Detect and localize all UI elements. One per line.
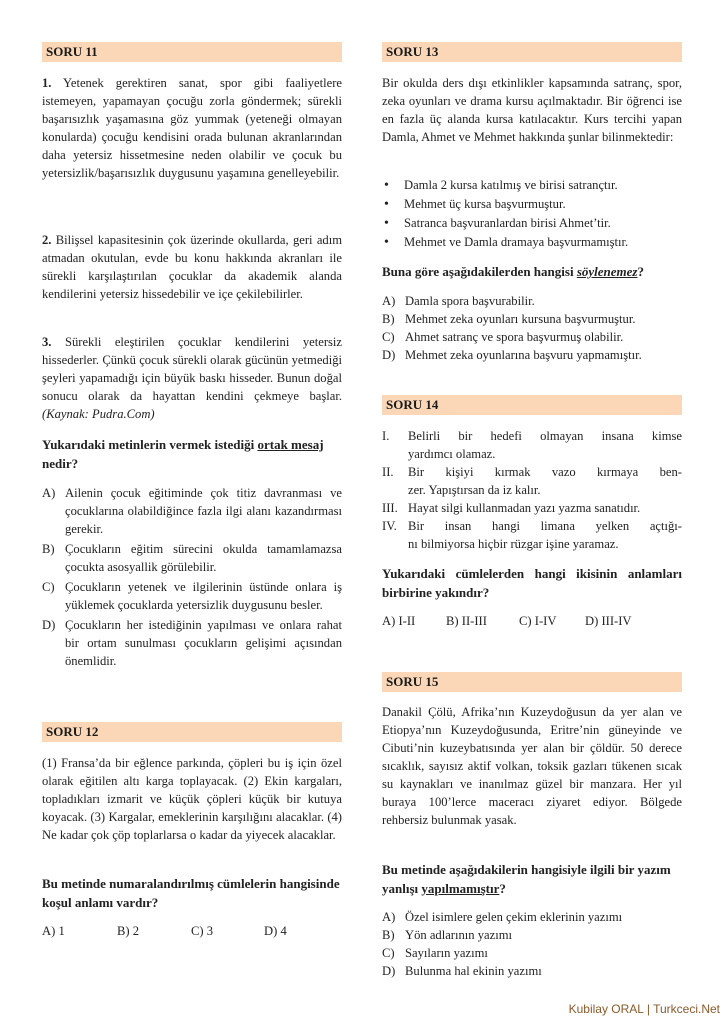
option-d-text: Mehmet zeka oyunlarına başvuru yapmamıştır. bbox=[405, 348, 642, 362]
option-c-text: Ahmet satranç ve spora başvurmuş olabilir. bbox=[405, 330, 624, 344]
statement-ii-line-1: Bir kişiyi kırmak vazo kırmaya ben- bbox=[408, 465, 682, 479]
question-15-header-label: SORU 15 bbox=[386, 674, 439, 689]
question-11-prompt-underlined: ortak mesaj bbox=[257, 437, 324, 452]
option-c-letter: C) bbox=[191, 924, 204, 938]
option-c[interactable] bbox=[42, 578, 342, 614]
question-11-paragraph-2 bbox=[42, 231, 342, 303]
question-11-header bbox=[42, 42, 342, 62]
question-13-prompt-start: Buna göre aşağıdakilerden hangisi bbox=[382, 264, 577, 279]
option-d-letter: D) bbox=[382, 964, 396, 978]
question-14-header-label: SORU 14 bbox=[386, 397, 439, 412]
question-11-prompt-end: nedir? bbox=[42, 456, 79, 471]
option-a[interactable] bbox=[382, 908, 682, 926]
option-d[interactable] bbox=[42, 616, 342, 670]
bullet-item-3: • Satranca başvuranlardan birisi Ahmet’tir. bbox=[382, 214, 682, 233]
option-b-letter: B) bbox=[117, 924, 130, 938]
question-13-options bbox=[382, 292, 682, 364]
question-14-header bbox=[382, 395, 682, 415]
option-a-letter: A) bbox=[382, 294, 396, 308]
paragraph-3-source: (Kaynak: Pudra.Com) bbox=[42, 407, 155, 421]
option-a-text: Damla spora başvurabilir. bbox=[405, 294, 535, 308]
option-c-letter: C) bbox=[382, 330, 395, 344]
statement-iii bbox=[382, 499, 682, 517]
option-a-letter: A) bbox=[42, 924, 56, 938]
question-11-options bbox=[42, 484, 342, 670]
option-c[interactable] bbox=[382, 328, 682, 346]
bullet-item-1: • Damla 2 kursa katılmış ve birisi satrançtır. bbox=[382, 176, 682, 195]
question-14-statements bbox=[382, 427, 682, 553]
statement-ii-line-2: zer. Yapıştırsan da iz kalır. bbox=[408, 483, 541, 497]
option-c-text: Sayıların yazımı bbox=[405, 946, 488, 960]
question-13-header bbox=[382, 42, 682, 62]
option-a-letter: A) bbox=[382, 910, 396, 924]
option-c-letter: C) bbox=[382, 946, 395, 960]
option-d-text: III-IV bbox=[601, 614, 632, 628]
paragraph-3-text: Sürekli eleştirilen çocuklar kendilerini yetersiz hissederler. Çünkü çocuk sürekli olarak gücünün yetmediği şeyleri yapamadığı için büyük baskı hisseder. Bunun doğal sonucu olarak da hayattan kendini çekmeye başlar. bbox=[42, 335, 342, 403]
paragraph-1-text: Yetenek gerektiren sanat, spor gibi faaliyetlere istemeyen, yapamayan çocuğu zorla göndermek; sürekli başarısızlık yaşamasına göz yummak (yeteneği olmayan konularda) çocuğu kendisini orada bulunan akranlarından daha yetersiz hissetmesine neden olabilir ve çocuk bu yetersizlik/başarısızlık duygusunu yaşamına genelleyebilir. bbox=[42, 76, 342, 180]
paragraph-2-text: Bilişsel kapasitesinin çok üzerinde okullarda, geri adım atmadan okutulan, evde bu konu hakkında akranları ile sürekli karşılaştırılan çocuklar da akademik alanda kendilerini yetersiz hissedebilir ve içe çekilebilirler. bbox=[42, 233, 343, 301]
statement-i-number: I. bbox=[382, 429, 390, 443]
option-c-text: I-IV bbox=[534, 614, 557, 628]
question-15-options bbox=[382, 908, 682, 980]
option-a-text: I-II bbox=[398, 614, 416, 628]
footer-credit: Kubilay ORAL | Turkceci.Net bbox=[568, 1002, 720, 1016]
option-b-text: Mehmet zeka oyunları kursuna başvurmuştur. bbox=[405, 312, 636, 326]
paragraph-2-number: 2. bbox=[42, 233, 52, 247]
question-15-prompt-end: ? bbox=[499, 881, 506, 896]
option-c-letter: C) bbox=[42, 580, 55, 594]
option-a[interactable] bbox=[382, 292, 682, 310]
question-11-prompt-start: Yukarıdaki metinlerin vermek istediği bbox=[42, 437, 258, 452]
option-a[interactable] bbox=[382, 612, 415, 630]
option-c-text: Çocukların yetenek ve ilgilerinin üstünde onlara iş yüklemek çocuklarda yetersizlik duygusunu besler. bbox=[65, 580, 342, 612]
question-12-text: (1) Fransa’da bir eğlence parkında, çöpleri bu iş için özel olarak eğitilen altı karga toplayacak. (2) Ekin kargaları, topladıkları izmarit ve küçük çöpleri küçük bir kutuya koyacak. (3) Kargalar, emeklerinin karşılığını alacaklar. (4) Ne kadar çok çöp toplarlarsa o kadar da yiyecek alacaklar. bbox=[42, 756, 342, 842]
option-c[interactable] bbox=[382, 944, 682, 962]
option-a-letter: A) bbox=[42, 486, 56, 500]
option-c[interactable] bbox=[191, 922, 213, 940]
option-b-letter: B) bbox=[382, 312, 395, 326]
option-d-text: Çocukların her istediğinin yapılması ve onlara rahat bir ortam sunulması çocukların gelişimi açısından önemlidir. bbox=[65, 618, 342, 668]
statement-i-line-1: Belirli bir hedefi olmayan insana kimse bbox=[408, 429, 682, 443]
option-b-letter: B) bbox=[42, 542, 55, 556]
question-15-header bbox=[382, 672, 682, 692]
statement-ii-number: II. bbox=[382, 465, 394, 479]
option-b[interactable] bbox=[446, 612, 487, 630]
statement-ii bbox=[382, 463, 682, 499]
option-b-text: Yön adlarının yazımı bbox=[405, 928, 513, 942]
question-11-paragraph-1 bbox=[42, 74, 342, 182]
statement-iii-line-1: Hayat silgi kullanmadan yazı yazma sanatıdır. bbox=[408, 501, 641, 515]
question-11-header-label: SORU 11 bbox=[46, 44, 98, 59]
bullet-item-2: • Mehmet üç kursa başvurmuştur. bbox=[382, 195, 682, 214]
question-15-prompt bbox=[382, 860, 682, 898]
option-b-letter: B) bbox=[382, 928, 395, 942]
statement-i bbox=[382, 427, 682, 463]
option-a[interactable] bbox=[42, 484, 342, 538]
option-a-text: 1 bbox=[58, 924, 65, 938]
question-15-text: Danakil Çölü, Afrika’nın Kuzeydoğusun da yer alan ve Etiopya’nın Kuzeydoğusunda, Eritre’nin güneyinde ve Cibuti’nin kuzeybatısında yer alan bir çöldür. 50 derece sıcaklık, sayısız aktif volkan, toksik gazları tükenen sıcak su kaynakları ve inanılmaz güzel bir manzara. Her yıl buraya 100’lerce maceracı ziyaret ediyor. Bölgede rehbersiz bulunmak yasak. bbox=[382, 705, 682, 827]
question-12-header-label: SORU 12 bbox=[46, 724, 99, 739]
question-15-prompt-underlined: yapılmamıştır bbox=[421, 881, 500, 896]
bullet-item-4: • Mehmet ve Damla dramaya başvurmamıştır. bbox=[382, 233, 682, 252]
question-13-bullets bbox=[382, 176, 682, 252]
option-d-letter: D) bbox=[42, 618, 56, 632]
option-c[interactable] bbox=[519, 612, 556, 630]
option-b-text: 2 bbox=[132, 924, 140, 938]
question-13-prompt-end: ? bbox=[637, 264, 644, 279]
question-13-header-label: SORU 13 bbox=[386, 44, 439, 59]
statement-iv-line-1: Bir insan hangi limana yelken açtığı- bbox=[408, 519, 682, 533]
option-b-letter: B) bbox=[446, 614, 459, 628]
option-c-letter: C) bbox=[519, 614, 532, 628]
paragraph-3-number: 3. bbox=[42, 335, 52, 349]
paragraph-1-number: 1. bbox=[42, 76, 52, 90]
question-13-prompt-underlined: söylenemez bbox=[576, 264, 638, 279]
option-d-text: 4 bbox=[280, 924, 287, 938]
question-15-prompt-start: Bu metinde aşağıdakilerin hangisiyle ilgili bir yazım yanlışı bbox=[382, 862, 671, 896]
option-b[interactable] bbox=[382, 926, 682, 944]
option-d[interactable] bbox=[585, 612, 632, 630]
option-b-text: II-III bbox=[461, 614, 487, 628]
option-b-text: Çocukların eğitim sürecini okulda tamamlamazsa çocukta asosyallik görülebilir. bbox=[65, 542, 342, 574]
question-12-header bbox=[42, 722, 342, 742]
statement-iv-number: IV. bbox=[382, 519, 397, 533]
option-d-letter: D) bbox=[585, 614, 599, 628]
question-13-prompt bbox=[382, 262, 682, 281]
option-b[interactable] bbox=[42, 540, 342, 576]
statement-iii-number: III. bbox=[382, 501, 398, 515]
question-12-prompt: Bu metinde numaralandırılmış cümlelerin hangisinde koşul anlamı vardır? bbox=[42, 876, 340, 910]
statement-iv bbox=[382, 517, 682, 553]
option-b[interactable] bbox=[382, 310, 682, 328]
option-c-text: 3 bbox=[206, 924, 214, 938]
option-d[interactable] bbox=[382, 346, 682, 364]
statement-iv-line-2: nı bilmiyorsa hiçbir rüzgar işine yaramaz. bbox=[408, 537, 619, 551]
statement-i-line-2: yardımcı olamaz. bbox=[408, 447, 496, 461]
option-d-letter: D) bbox=[264, 924, 278, 938]
option-a-text: Özel isimlere gelen çekim eklerinin yazımı bbox=[405, 910, 623, 924]
option-d[interactable] bbox=[382, 962, 682, 980]
option-d-letter: D) bbox=[382, 348, 396, 362]
question-14-prompt: Yukarıdaki cümlelerden hangi ikisinin anlamları birbirine yakındır? bbox=[382, 566, 682, 600]
option-b[interactable] bbox=[117, 922, 139, 940]
option-a-text: Ailenin çocuk eğitiminde çok titiz davranması ve çocuklarına olabildiğince fazla ilgi alanı kazandırması gerekir. bbox=[65, 486, 342, 536]
option-a[interactable] bbox=[42, 922, 65, 940]
question-13-text: Bir okulda ders dışı etkinlikler kapsamında satranç, spor, zeka oyunları ve drama kursu açılmaktadır. Bir öğrenci ise en fazla üç alanda kursa katılacaktır. Kurs tercihi yapan Damla, Ahmet ve Mehmet hakkında şunlar bilinmektedir: bbox=[382, 76, 682, 144]
question-11-prompt bbox=[42, 435, 342, 473]
option-d-text: Bulunma hal ekinin yazımı bbox=[405, 964, 542, 978]
option-a-letter: A) bbox=[382, 614, 396, 628]
question-11-paragraph-3 bbox=[42, 333, 342, 423]
option-d[interactable] bbox=[264, 922, 287, 940]
